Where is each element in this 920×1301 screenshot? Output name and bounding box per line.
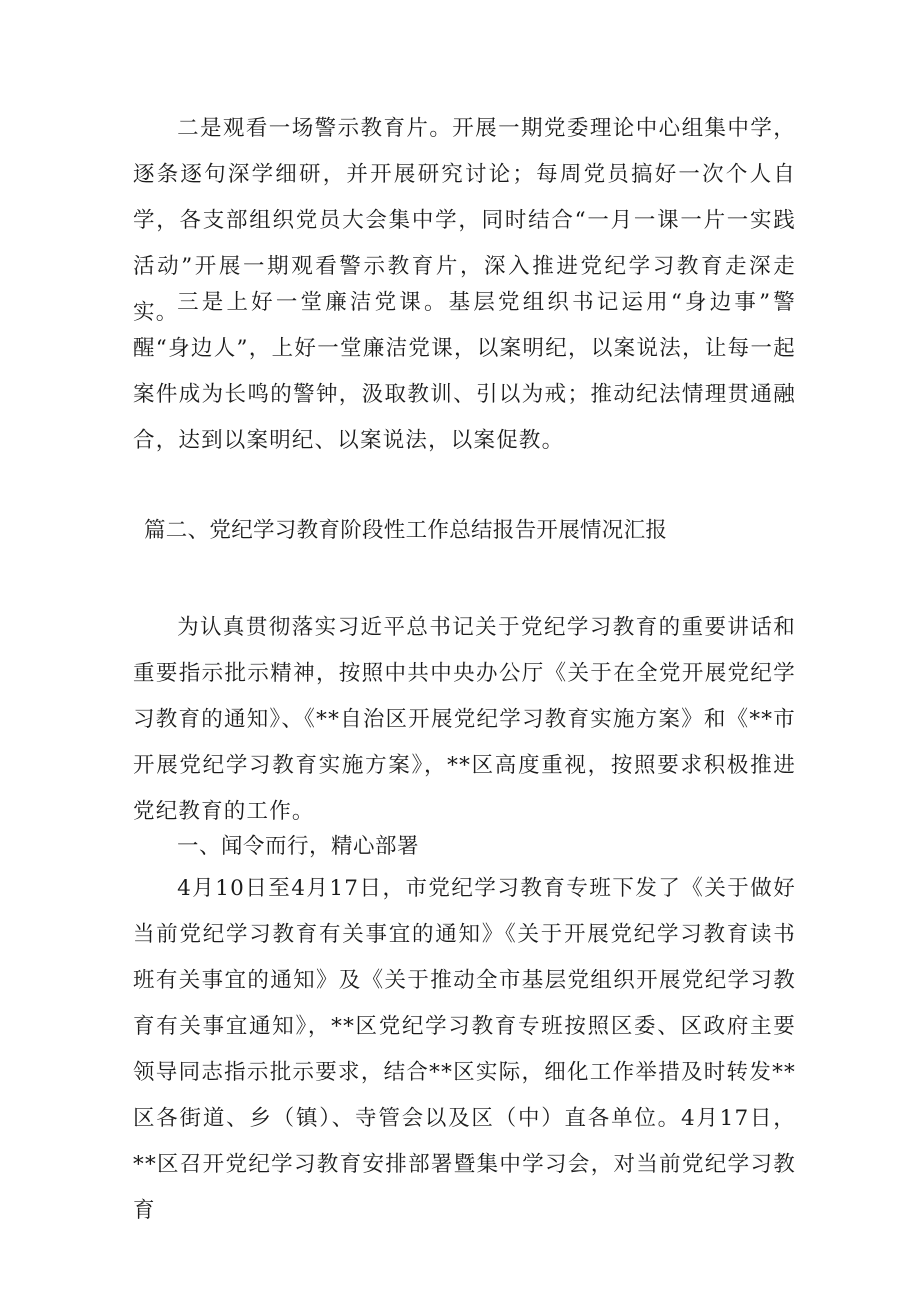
paragraph-integrity-lesson: 三是上好一堂廉洁党课。基层党组织书记运用“身边事”警醒“身边人”，上好一堂廉洁党课，以案明纪，以案说法，让每一起案件成为长鸣的警钟，汲取教训、引以为戒；推动纪法情理贯通融合，达到以案明纪、以案说法，以案促教。 (133, 290, 796, 453)
intro-paragraph: 为认真贯彻落实习近平总书记关于党纪学习教育的重要讲话和重要指示批示精神，按照中共中央办公厅《关于在全党开展党纪学习教育的通知》、《**自治区开展党纪学习教育实施方案》和《**市开展党纪学习教育实施方案》，**区高度重视，按照要求积极推进党纪教育的工作。 (133, 615, 796, 824)
subsection-paragraph: 4月10日至4月17日，市党纪学习教育专班下发了《关于做好当前党纪学习教育有关事宜的通知》《关于开展党纪学习教育读书班有关事宜的通知》及《关于推动全市基层党组织开展党纪学习教育有关事宜通知》，**区党纪学习教育专班按照区委、区政府主要领导同志指示批示要求，结合**区实际，细化工作举措及时转发**区各街道、乡（镇）、寺管会以及区（中）直各单位。4月17日，**区召开党纪学习教育安排部署暨集中学习会，对当前党纪学习教育 (133, 876, 796, 1223)
subsection-heading: 一、闻令而行，精心部署 (177, 834, 420, 859)
paragraph-watch-warning-film: 二是观看一场警示教育片。开展一期党委理论中心组集中学，逐条逐句深学细研，并开展研究讨论；每周党员搞好一次个人自学，各支部组织党员大会集中学，同时结合“一月一课一片一实践活动”开展一期观看警示教育片，深入推进党纪学习教育走深走实。 (133, 116, 796, 325)
section-title: 篇二、党纪学习教育阶段性工作总结报告开展情况汇报 (144, 518, 668, 543)
